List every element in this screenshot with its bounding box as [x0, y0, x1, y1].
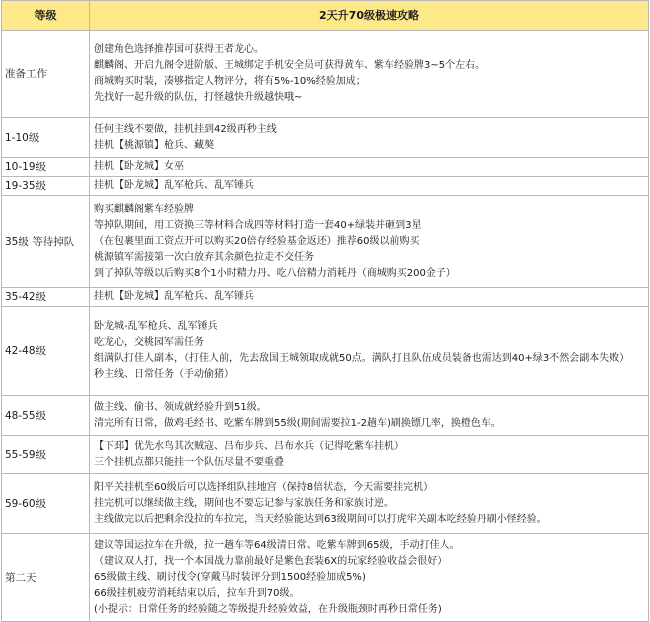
description-cell — [90, 158, 649, 177]
level-cell: 1-10级 — [2, 118, 90, 158]
description-line: 挂机【卧龙城】乱军枪兵、乱军锤兵 — [94, 291, 254, 302]
table-row — [2, 31, 649, 118]
description-line: 到了掉队等级以后购买8个1小时精力丹、吃八倍精力消耗丹（商城购买200金子） — [94, 267, 456, 279]
description-line: 挂机【桃源镇】枪兵、藏獒 — [94, 139, 214, 151]
description-line: 66级挂机疲劳消耗结束以后，拉车升到70级。 — [94, 587, 300, 599]
description-line: 先找好一起升级的队伍，打怪越快升级越快哦~ — [94, 92, 303, 103]
description-line: 任何主线不要做，挂机挂到42级再秒主线 — [94, 123, 277, 135]
table-row — [2, 436, 649, 474]
description-line: 等掉队期间，用工资换三等材料合成四等材料打造一套40+绿装并砸到3星 — [94, 219, 422, 231]
level-cell: 第二天 — [2, 534, 90, 622]
description-line: 桃源镇军需接第一次白放弃其余颜色拉走不交任务 — [94, 251, 314, 263]
table-row — [2, 196, 649, 288]
description-line: 挂机【卧龙城】乱军枪兵、乱军锤兵 — [94, 180, 254, 191]
description-cell — [90, 118, 649, 158]
level-cell: 48-55级 — [2, 396, 90, 436]
description-line: (小提示：日常任务的经验随之等级提升经验效益，在升级瓶颈时再秒日常任务) — [94, 603, 442, 615]
table-row — [2, 474, 649, 534]
description-line: 三个挂机点都只能挂一个队伍尽量不要重叠 — [94, 456, 284, 468]
description-line: 做主线、偷书、领成就经验升到51级。 — [94, 401, 267, 413]
description-line: 吃龙心，交桃园军需任务 — [94, 337, 204, 348]
level-cell: 35级 等待掉队 — [2, 196, 90, 288]
description-cell — [90, 288, 649, 307]
table-row — [2, 396, 649, 436]
description-line: 65级做主线、刷讨伐令(穿戴马时装评分到1500经验加成5%) — [94, 571, 366, 583]
table-row — [2, 177, 649, 196]
description-line: （建议双人打，找一个本国战力靠前最好是紫色套装6X的玩家经验收益会很好） — [94, 555, 448, 567]
level-cell: 42-48级 — [2, 307, 90, 396]
table-row — [2, 534, 649, 622]
description-cell — [90, 534, 649, 622]
description-line: 创建角色选择推荐国可获得王者龙心。 — [94, 44, 264, 55]
table-row — [2, 307, 649, 396]
description-cell — [90, 436, 649, 474]
description-line: （在包裹里面工资点开可以购买20倍存经验基金返还）推荐60级以前购买 — [94, 235, 420, 247]
description-line: 挂机【卧龙城】女巫 — [94, 161, 184, 172]
description-cell — [90, 196, 649, 288]
description-line: 秒主线、日常任务（手动偷猪） — [94, 369, 234, 380]
table-header-row — [2, 1, 649, 31]
description-line: 购买麒麟阁紫车经验牌 — [94, 203, 194, 215]
description-line: 挂完机可以继续做主线，期间也不要忘记参与家族任务和家族讨逆。 — [94, 497, 394, 509]
description-line: 建议等国运拉车在升级，拉一趟车等64级清日常、吃紫车牌到65级，手动打佳人。 — [94, 539, 460, 551]
level-cell: 59-60级 — [2, 474, 90, 534]
description-line: 麒麟阁、开启九阁令进阶版、王城绑定手机安全员可获得黄车、紫车经验牌3~5个左右。 — [94, 60, 486, 71]
description-cell — [90, 396, 649, 436]
description-line: 主线做完以后把剩余没拉的车拉完，当天经验能达到63级期间可以打虎牢关副本吃经验丹刷小怪经验。 — [94, 513, 547, 525]
table-row — [2, 158, 649, 177]
strategy-column-header: 2天升70级极速攻略 — [90, 1, 649, 31]
description-line: 商城购买时装，凑够指定人物评分，将有5%-10%经验加成； — [94, 76, 366, 87]
level-cell: 55-59级 — [2, 436, 90, 474]
description-cell — [90, 474, 649, 534]
description-cell — [90, 177, 649, 196]
description-cell — [90, 307, 649, 396]
level-cell: 准备工作 — [2, 31, 90, 118]
description-line: 组满队打佳人副本，（打佳人前，先去敌国王城领取成就50点。满队打且队伍成员装备也需达到40+绿3不然会副本失败） — [94, 353, 630, 364]
table-row — [2, 288, 649, 307]
level-column-header: 等级 — [2, 1, 90, 31]
description-line: 阳平关挂机至60级后可以选择组队挂地宫（保持8倍状态，今天需要挂完机） — [94, 481, 434, 493]
description-line: 【下邳】优先水鸟其次贼寇、吕布步兵、吕布水兵（记得吃紫车挂机） — [94, 440, 404, 452]
description-cell — [90, 31, 649, 118]
level-cell: 35-42级 — [2, 288, 90, 307]
table-row — [2, 118, 649, 158]
level-cell: 10-19级 — [2, 158, 90, 177]
strategy-table — [1, 0, 649, 622]
description-line: 清完所有日常，做鸡毛经书、吃紫车牌到55级(期间需要拉1-2趟车)刷换镖几率，换橙色车。 — [94, 417, 501, 429]
level-cell: 19-35级 — [2, 177, 90, 196]
description-line: 卧龙城-乱军枪兵、乱军锤兵 — [94, 321, 218, 332]
